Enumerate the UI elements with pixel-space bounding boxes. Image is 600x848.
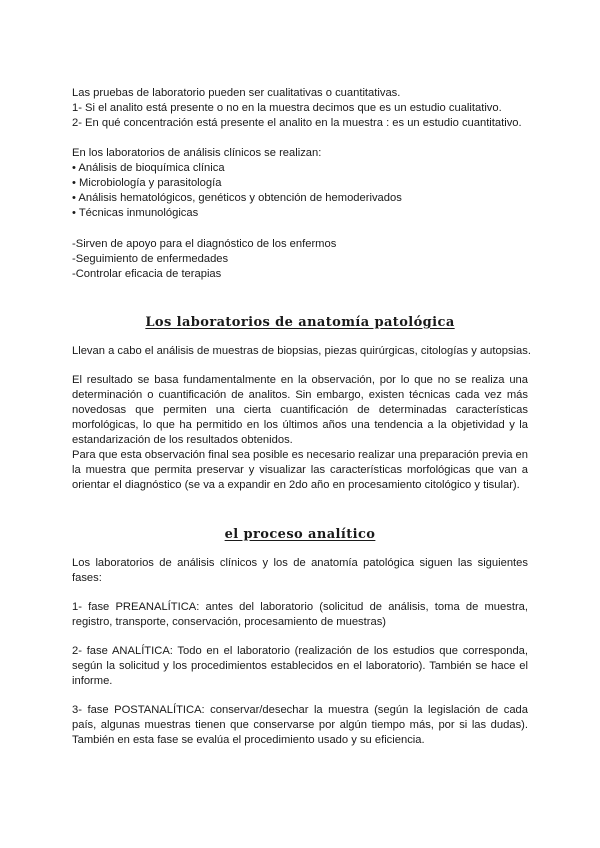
clinical-list <box>72 161 528 221</box>
process-heading: el proceso analítico <box>224 527 376 542</box>
phase-postanalytic: 3- fase POSTANALÍTICA: conservar/desechar la muestra (según la legislación de cada país, algunas muestras tienen que conservarse por algún tiempo más, por si las dudas). También en esta fase se evalúa el procedimiento usado y su eficiencia. <box>72 704 528 746</box>
list-item: • Análisis hematológicos, genéticos y obtención de hemoderivados <box>72 192 402 204</box>
pathology-paragraph-1: Llevan a cabo el análisis de muestras de biopsias, piezas quirúrgicas, citologías y autopsias. <box>72 345 531 357</box>
process-intro: Los laboratorios de análisis clínicos y los de anatomía patológica siguen las siguientes fases: <box>72 557 528 584</box>
purpose-item: -Sirven de apoyo para el diagnóstico de los enfermos <box>72 238 337 250</box>
list-item: • Análisis de bioquímica clínica <box>72 162 225 174</box>
intro-line-1: Las pruebas de laboratorio pueden ser cualitativas o cuantitativas. <box>72 87 401 99</box>
intro-line-2: 1- Si el analito está presente o no en la muestra decimos que es un estudio cualitativo. <box>72 102 502 114</box>
intro-line-3: 2- En qué concentración está presente el analito en la muestra : es un estudio cuantitativo. <box>72 117 522 129</box>
purpose-item: -Seguimiento de enfermedades <box>72 253 229 265</box>
pathology-paragraph-3: Para que esta observación final sea posible es necesario realizar una preparación previa en la muestra que permita preservar y visualizar las características morfológicas que van a orientar el diagnóstico (se va a expandir en 2do año en procesamiento citológico y tisular). <box>72 449 528 491</box>
pathology-heading: Los laboratorios de anatomía patológica <box>145 315 455 330</box>
clinical-lead: En los laboratorios de análisis clínicos se realizan: <box>72 147 322 159</box>
phase-analytic: 2- fase ANALÍTICA: Todo en el laboratorio (realización de los estudios que corresponda, según la solicitud y los procedimientos establecidos en el laboratorio). También se hace el informe. <box>72 645 528 687</box>
phase-preanalytic: 1- fase PREANALÍTICA: antes del laboratorio (solicitud de análisis, toma de muestra, registro, transporte, conservación, procesamiento de muestras) <box>72 601 528 628</box>
list-item: • Técnicas inmunológicas <box>72 207 199 219</box>
document-body <box>72 86 531 748</box>
list-item: • Microbiología y parasitología <box>72 177 222 189</box>
pathology-paragraph-2: El resultado se basa fundamentalmente en la observación, por lo que no se realiza una determinación o cuantificación de analitos. Sin embargo, existen técnicas cada vez más novedosas que permiten una cierta cuantificación de determinadas características morfológicas, lo que ha permitido en los últimos años una tendencia a la objetividad y la estandarización de los resultados obtenidos. <box>72 374 528 446</box>
purpose-item: -Controlar eficacia de terapias <box>72 268 222 280</box>
